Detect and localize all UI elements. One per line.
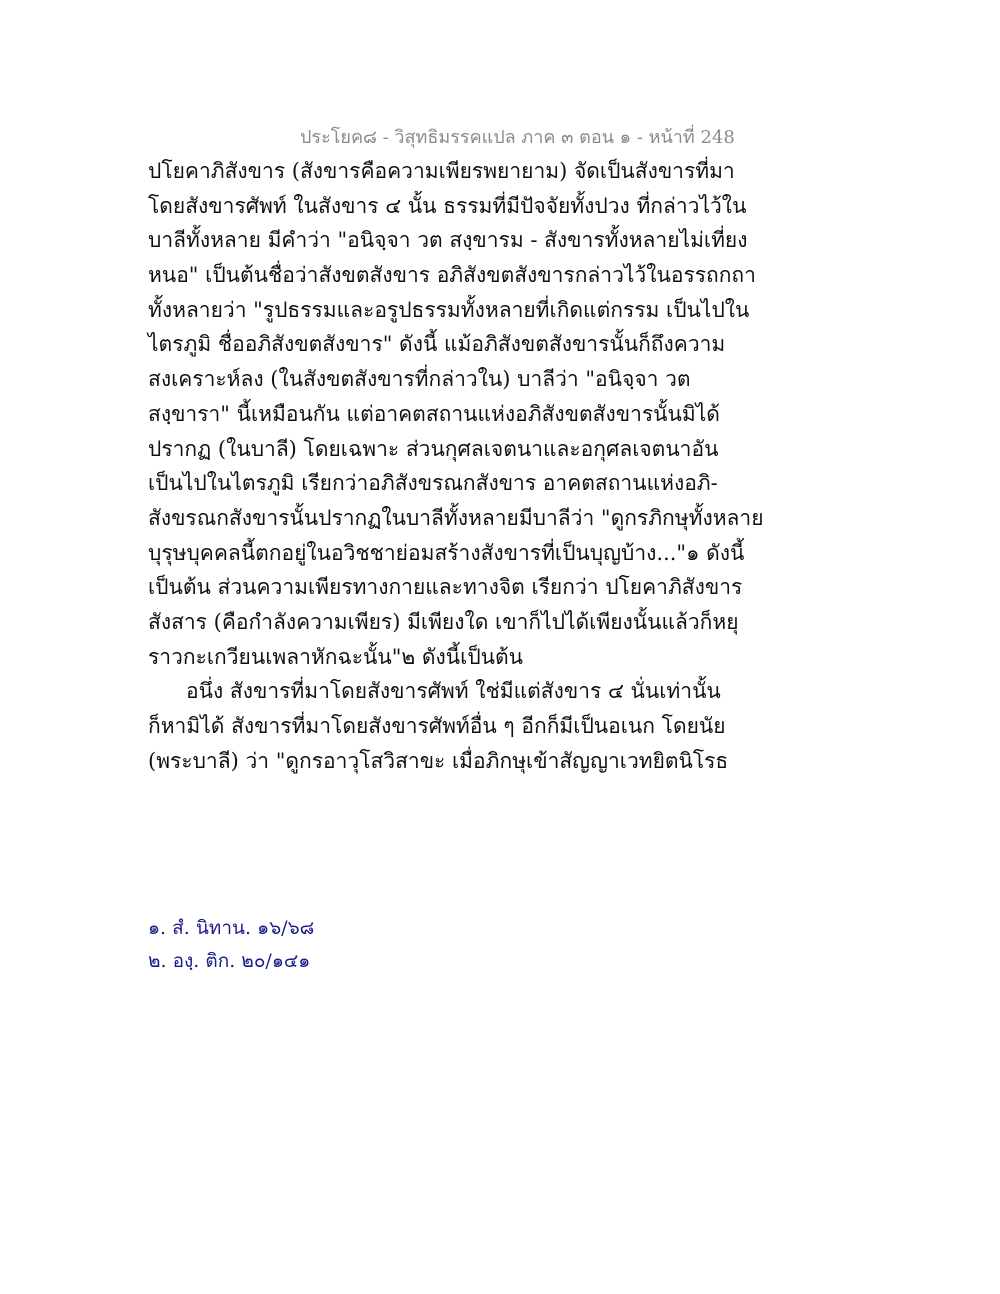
text-line: ปโยคาภิสังขาร (สังขารคือความเพียรพยายาม) จัดเป็นสังขารที่มา: [148, 159, 735, 183]
paragraph-start-line: อนึ่ง สังขารที่มาโดยสังขารศัพท์ ใช่มีแต่สังขาร ๔ นั่นเท่านั้น: [186, 679, 721, 704]
text-line: (พระบาลี) ว่า "ดูกรอาวุโสวิสาขะ เมื่อภิกษุเข้าสัญญาเวทยิตนิโรธ: [148, 748, 729, 773]
text-line: สังสาร (คือกำลังความเพียร) มีเพียงใด เขาก็ไปได้เพียงนั้นแล้วก็หยุ: [148, 609, 739, 634]
text-line: ไตรภูมิ ชื่ออภิสังขตสังขาร" ดังนี้ แม้อภิสังขตสังขารนั้นก็ถึงความ: [148, 332, 726, 357]
footnote-2: ๒. องฺ. ติก. ๒๐/๑๔๑: [148, 950, 311, 972]
text-line: บุรุษบุคคลนี้ตกอยู่ในอวิชชาย่อมสร้างสังขารที่เป็นบุญบ้าง..."๑ ดังนี้: [148, 540, 745, 565]
body-text: [148, 154, 764, 778]
text-line: สังขรณกสังขารนั้นปรากฏในบาลีทั้งหลายมีบาลีว่า "ดูกรภิกษุทั้งหลาย: [148, 505, 764, 530]
text-line: โดยสังขารศัพท์ ในสังขาร ๔ นั้น ธรรมที่มีปัจจัยทั้งปวง ที่กล่าวไว้ใน: [148, 193, 747, 218]
footnotes: [148, 912, 648, 978]
text-line: ราวกะเกวียนเพลาหักฉะนั้น"๒ ดังนี้เป็นต้น: [148, 644, 524, 669]
text-line: เป็นไปในไตรภูมิ เรียกว่าอภิสังขรณกสังขาร อาคตสถานแห่งอภิ-: [148, 471, 718, 496]
text-line: ก็หามิได้ สังขารที่มาโดยสังขารศัพท์อื่น ๆ อีกก็มีเป็นอเนก โดยนัย: [148, 714, 726, 738]
footnote-1: ๑. สํ. นิทาน. ๑๖/๖๘: [148, 917, 315, 939]
text-line: หนอ" เป็นต้นชื่อว่าสังขตสังขาร อภิสังขตสังขารกล่าวไว้ในอรรถกถา: [148, 263, 756, 288]
text-line: ปรากฏ (ในบาลี) โดยเฉพาะ ส่วนกุศลเจตนาและอกุศลเจตนาอัน: [148, 436, 719, 461]
running-header: ประโยค๘ - วิสุทธิมรรคแปล ภาค ๓ ตอน ๑ - หน้าที่ 248: [300, 127, 735, 148]
text-line: ทั้งหลายว่า "รูปธรรมและอรูปธรรมทั้งหลายที่เกิดแต่กรรม เป็นไปใน: [148, 297, 750, 322]
text-line: เป็นต้น ส่วนความเพียรทางกายและทางจิต เรียกว่า ปโยคาภิสังขาร: [148, 575, 743, 600]
text-line: บาลีทั้งหลาย มีคำว่า "อนิจฺจา วต สงฺขารม - สังขารทั้งหลายไม่เที่ยง: [148, 228, 748, 253]
text-line: สงเคราะห์ลง (ในสังขตสังขารที่กล่าวใน) บาลีว่า "อนิจฺจา วต: [148, 367, 691, 392]
text-line: สงฺขารา" นี้เหมือนกัน แต่อาคตสถานแห่งอภิสังขตสังขารนั้นมิได้: [148, 401, 720, 426]
